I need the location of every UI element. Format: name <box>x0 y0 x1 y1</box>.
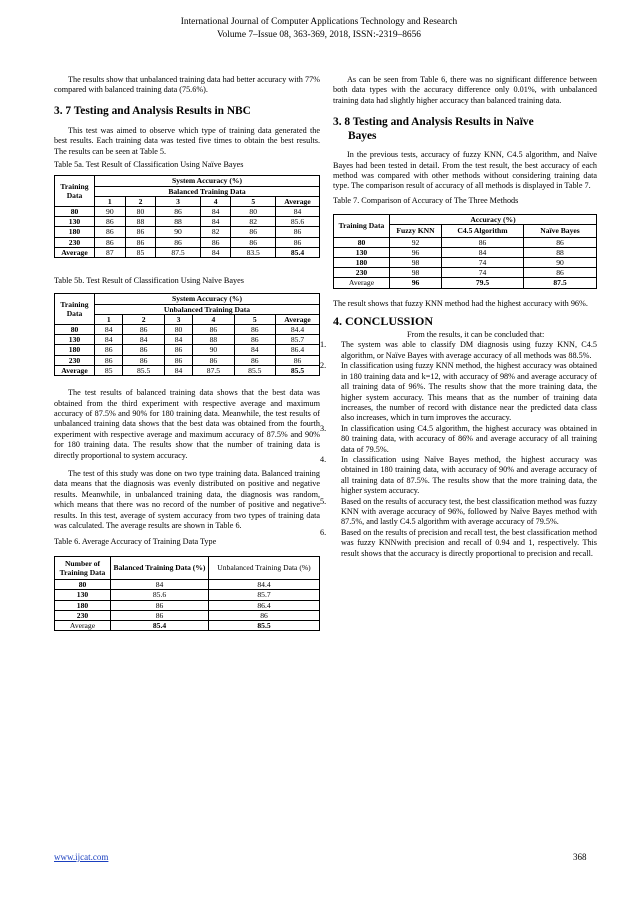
cell: 84.4 <box>209 580 320 590</box>
table-5a-row-header: Training Data <box>55 176 95 207</box>
cell: 80 <box>231 207 276 217</box>
cell: 96 <box>390 278 442 288</box>
table-5b <box>54 293 320 376</box>
journal-title: International Journal of Computer Applications Technology and Research <box>180 17 458 27</box>
cell: 87.5 <box>156 247 201 257</box>
table-row <box>55 247 320 257</box>
cell: 96 <box>390 247 442 257</box>
cell: 79.5 <box>442 278 524 288</box>
cell: 84 <box>234 345 275 355</box>
cell: 85.5 <box>276 365 320 375</box>
list-item <box>320 340 597 361</box>
list-item <box>320 455 597 497</box>
cell: 86 <box>234 335 275 345</box>
cell: 98 <box>390 258 442 268</box>
cell: 85.4 <box>111 621 209 631</box>
table-row <box>55 217 320 227</box>
cell: 88 <box>156 217 201 227</box>
cell: 86 <box>156 237 201 247</box>
list-item <box>320 528 597 559</box>
right-column <box>320 75 597 559</box>
list-text: In classification using Naïve Bayes method, the highest accuracy was obtained in 180 training data, with accuracy of 90% and average accuracy of all training data of 87.5%. The results show that the more training data, the higher system accuracy. <box>341 454 597 496</box>
cell: 84 <box>442 247 524 257</box>
cell: 84 <box>276 207 320 217</box>
journal-volume: Volume 7–Issue 08, 363-369, 2018, ISSN:-2319–8656 <box>217 29 421 40</box>
cell: 87 <box>95 247 126 257</box>
col-header: 5 <box>231 196 276 206</box>
cell: 86 <box>111 600 209 610</box>
cell: 86 <box>164 355 192 365</box>
table-6 <box>54 556 320 631</box>
cell: 86 <box>125 237 156 247</box>
list-number: 5. <box>320 496 327 506</box>
row-label: Average <box>55 621 111 631</box>
table-7-row-header: Training Data <box>334 215 390 237</box>
cell: 87.5 <box>193 365 234 375</box>
col-header: 1 <box>95 314 123 324</box>
cell: 86 <box>200 237 231 247</box>
table-6-header-count: Number of Training Data <box>55 556 111 579</box>
list-number: 6. <box>320 527 327 537</box>
cell: 92 <box>390 237 442 247</box>
conclusion-list <box>320 340 597 559</box>
section-4-heading: 4. CONCLUSSION <box>333 314 434 329</box>
cell: 88 <box>125 217 156 227</box>
row-label: 80 <box>334 237 390 247</box>
cell: 84 <box>111 580 209 590</box>
cell: 86.4 <box>276 345 320 355</box>
table-row <box>55 590 320 600</box>
table-row <box>55 580 320 590</box>
section-3-8-heading-line2: Bayes <box>348 130 377 143</box>
row-label: 230 <box>334 268 390 278</box>
table-5a-col-headers <box>55 196 320 206</box>
col-header: 4 <box>193 314 234 324</box>
cell: 90 <box>193 345 234 355</box>
cell: 86 <box>231 237 276 247</box>
table-7-group-header: Accuracy (%) <box>390 215 597 225</box>
row-label: 180 <box>55 345 95 355</box>
list-number: 4. <box>320 454 327 464</box>
table-row <box>334 278 597 288</box>
page-number: 368 <box>573 852 587 862</box>
cell: 74 <box>442 268 524 278</box>
cell: 90 <box>95 207 126 217</box>
cell: 86 <box>209 610 320 620</box>
col-header: Average <box>276 314 320 324</box>
table-5b-group-header: System Accuracy (%) <box>95 294 320 304</box>
row-label: Average <box>334 278 390 288</box>
cell: 82 <box>231 217 276 227</box>
col-header: 2 <box>125 196 156 206</box>
cell: 84.4 <box>276 325 320 335</box>
cell: 86 <box>276 227 320 237</box>
journal-header <box>0 16 638 41</box>
table-row <box>55 365 320 375</box>
row-label: 180 <box>55 227 95 237</box>
intro-paragraph: The results show that unbalanced training data had better accuracy with 77% compared with balanced training data (75.6%). <box>54 75 320 95</box>
table-row <box>334 258 597 268</box>
cell: 90 <box>524 258 597 268</box>
section-3-8-heading-line1: 3. 8 Testing and Analysis Results in Naïve <box>333 116 534 129</box>
row-label: 80 <box>55 325 95 335</box>
cell: 86 <box>193 355 234 365</box>
row-label: 130 <box>55 590 111 600</box>
col-header: 1 <box>95 196 126 206</box>
table-row <box>334 247 597 257</box>
cell: 86.4 <box>209 600 320 610</box>
cell: 86 <box>276 355 320 365</box>
row-label: Average <box>55 247 95 257</box>
cell: 86 <box>123 325 164 335</box>
row-label: 180 <box>55 600 111 610</box>
conclusion-intro: From the results, it can be concluded that: <box>407 330 545 340</box>
list-text: Based on the results of accuracy test, the best classification method was fuzzy KNN with average accuracy of 96%, followed by Naïve Bayes method with 87.5%, and lastly C4.5 algorithm with average accuracy of 79.5%. <box>341 496 597 527</box>
cell: 84 <box>95 335 123 345</box>
cell: 82 <box>200 227 231 237</box>
cell: 85.5 <box>123 365 164 375</box>
cell: 86 <box>164 345 192 355</box>
col-header: Naïve Bayes <box>524 225 597 237</box>
table-row <box>55 355 320 365</box>
list-item <box>320 361 597 423</box>
table-row <box>55 237 320 247</box>
table-row <box>334 237 597 247</box>
cell: 86 <box>231 227 276 237</box>
cell: 86 <box>95 345 123 355</box>
cell: 86 <box>125 227 156 237</box>
row-label: 80 <box>55 207 95 217</box>
cell: 86 <box>193 325 234 335</box>
left-column <box>54 75 320 631</box>
cell: 74 <box>442 258 524 268</box>
col-header: 3 <box>156 196 201 206</box>
cell: 87.5 <box>524 278 597 288</box>
table-6-header-unbalanced: Unbalanced Training Data (%) <box>209 556 320 579</box>
table-5a-caption: Table 5a. Test Result of Classification Using Naïve Bayes <box>54 160 244 170</box>
col-header: 2 <box>123 314 164 324</box>
cell: 84 <box>164 365 192 375</box>
table-row <box>55 610 320 620</box>
table-row <box>55 227 320 237</box>
table-row <box>55 345 320 355</box>
col-header: Average <box>276 196 320 206</box>
list-text: The system was able to classify DM diagnosis using fuzzy KNN, C4.5 algorithm, or Naïve Bayes with average accuracy of all methods was 88.5%. <box>341 340 597 360</box>
list-item <box>320 424 597 455</box>
cell: 85.5 <box>209 621 320 631</box>
row-label: 130 <box>55 335 95 345</box>
cell: 85.6 <box>276 217 320 227</box>
cell: 84 <box>123 335 164 345</box>
cell: 88 <box>193 335 234 345</box>
table-6-caption: Table 6. Average Accuracy of Training Data Type <box>54 537 217 547</box>
list-number: 1. <box>320 340 327 350</box>
table-row <box>55 621 320 631</box>
row-label: 80 <box>55 580 111 590</box>
cell: 86 <box>123 355 164 365</box>
cell: 88 <box>524 247 597 257</box>
table-row <box>55 600 320 610</box>
cell: 85.6 <box>111 590 209 600</box>
cell: 86 <box>442 237 524 247</box>
cell: 85.5 <box>234 365 275 375</box>
col-header: 3 <box>164 314 192 324</box>
cell: 86 <box>234 325 275 335</box>
table-row <box>334 268 597 278</box>
cell: 86 <box>123 345 164 355</box>
cell: 85.7 <box>209 590 320 600</box>
table-6-discussion-paragraph: As can be seen from Table 6, there was no significant difference between both data types with the accuracy difference only 0.01%, with unbalanced training data had slightly higher accuracy than balanced training data. <box>333 75 597 105</box>
section-3-7-heading: 3. 7 Testing and Analysis Results in NBC <box>54 104 251 117</box>
list-text: In classification using C4.5 algorithm, the highest accuracy was obtained in 80 training data, with accuracy of 86% and average accuracy of all training data of 79.5%. <box>341 423 597 454</box>
list-item <box>320 497 597 528</box>
row-label: 230 <box>55 355 95 365</box>
cell: 83.5 <box>231 247 276 257</box>
row-label: 230 <box>55 237 95 247</box>
cell: 86 <box>524 237 597 247</box>
cell: 85.7 <box>276 335 320 345</box>
table-row <box>55 207 320 217</box>
table-5b-sub-header: Unbalanced Training Data <box>95 304 320 314</box>
section-3-8-paragraph: In the previous tests, accuracy of fuzzy KNN, C4.5 algorithm, and Naïve Bayes had been tested in detail. From the test result, the best accuracy of each method was compared with other methods without considering training data type. The comparison result of accuracy of all methods is displayed in Table 7. <box>333 150 597 191</box>
row-label: Average <box>55 365 95 375</box>
cell: 86 <box>111 610 209 620</box>
list-number: 3. <box>320 423 327 433</box>
result-paragraph: The result shows that fuzzy KNN method had the highest accuracy with 96%. <box>333 298 588 308</box>
table-7 <box>333 214 597 288</box>
cell: 80 <box>164 325 192 335</box>
col-header: C4.5 Algorithm <box>442 225 524 237</box>
cell: 86 <box>276 237 320 247</box>
table-5b-row-header: Training Data <box>55 294 95 325</box>
cell: 80 <box>125 207 156 217</box>
cell: 86 <box>95 227 126 237</box>
cell: 86 <box>524 268 597 278</box>
cell: 85.4 <box>276 247 320 257</box>
table-5b-col-headers <box>55 314 320 324</box>
col-header: Fuzzy KNN <box>390 225 442 237</box>
cell: 84 <box>164 335 192 345</box>
table-5a <box>54 175 320 258</box>
col-header: 4 <box>200 196 231 206</box>
cell: 86 <box>95 237 126 247</box>
row-label: 130 <box>334 247 390 257</box>
journal-website-link[interactable]: www.ijcat.com <box>54 852 109 862</box>
cell: 98 <box>390 268 442 278</box>
table-7-caption: Table 7. Comparison of Accuracy of The Three Methods <box>333 195 519 205</box>
list-text: In classification using fuzzy KNN method, the highest accuracy was obtained in 180 training data and k=12, with accuracy of 98% and average accuracy of all training data of 96%. The results show that the more training data, the higher system accuracy. This means that as the number of training data increases, the number of record with distance near the predicted data class also increases, which in turn improves the accuracy. <box>341 361 597 423</box>
cell: 85 <box>125 247 156 257</box>
table-5a-sub-header: Balanced Training Data <box>95 186 320 196</box>
balanced-results-paragraph: The test results of balanced training data shows that the best data was obtained from the third experiment with respective average and maximum accuracy of 87.5% and 90% for 180 training data. Meanwhile, the test results of unbalanced training data shows that the best data was obtained from the fourth experiment with respective average and maximum accuracy of 87.5% and 90% for 180 training data. The results show that the number of training data is directly proportional to system accuracy. <box>54 388 320 460</box>
cell: 84 <box>95 325 123 335</box>
cell: 84 <box>200 217 231 227</box>
training-types-paragraph: The test of this study was done on two type training data. Balanced training data means that the diagnosis was evenly distributed on positive and negative results. Meanwhile, in unbalanced training data, the diagnosis was random, which means that there was no record of the number of positive and negative results. In this test, average of system accuracy from two types of training data was calculated. The average results are shown in Table 6. <box>54 468 320 530</box>
cell: 86 <box>95 217 126 227</box>
table-row <box>55 335 320 345</box>
row-label: 230 <box>55 610 111 620</box>
section-3-8-heading <box>333 115 597 143</box>
row-label: 180 <box>334 258 390 268</box>
cell: 84 <box>200 247 231 257</box>
cell: 86 <box>156 207 201 217</box>
table-5b-caption: Table 5b. Test Result of Classification Using Naïve Bayes <box>54 276 244 286</box>
cell: 86 <box>95 355 123 365</box>
table-row <box>55 325 320 335</box>
list-number: 2. <box>320 361 327 371</box>
section-3-7-paragraph: This test was aimed to observe which type of training data generated the best results. Each training data was tested five times to obtain the best results. The results can be seen at Table 5. <box>54 125 320 156</box>
list-text: Based on the results of precision and recall test, the best classification method was fuzzy KNNwith precision and recall of 0.94 and 1, respectively. This result shows that the accuracy is directly proportional to precision and recall. <box>341 527 597 558</box>
cell: 85 <box>95 365 123 375</box>
cell: 84 <box>200 207 231 217</box>
table-6-header-balanced: Balanced Training Data (%) <box>111 556 209 579</box>
row-label: 130 <box>55 217 95 227</box>
col-header: 5 <box>234 314 275 324</box>
table-5a-group-header: System Accuracy (%) <box>95 176 320 186</box>
cell: 86 <box>234 355 275 365</box>
cell: 90 <box>156 227 201 237</box>
